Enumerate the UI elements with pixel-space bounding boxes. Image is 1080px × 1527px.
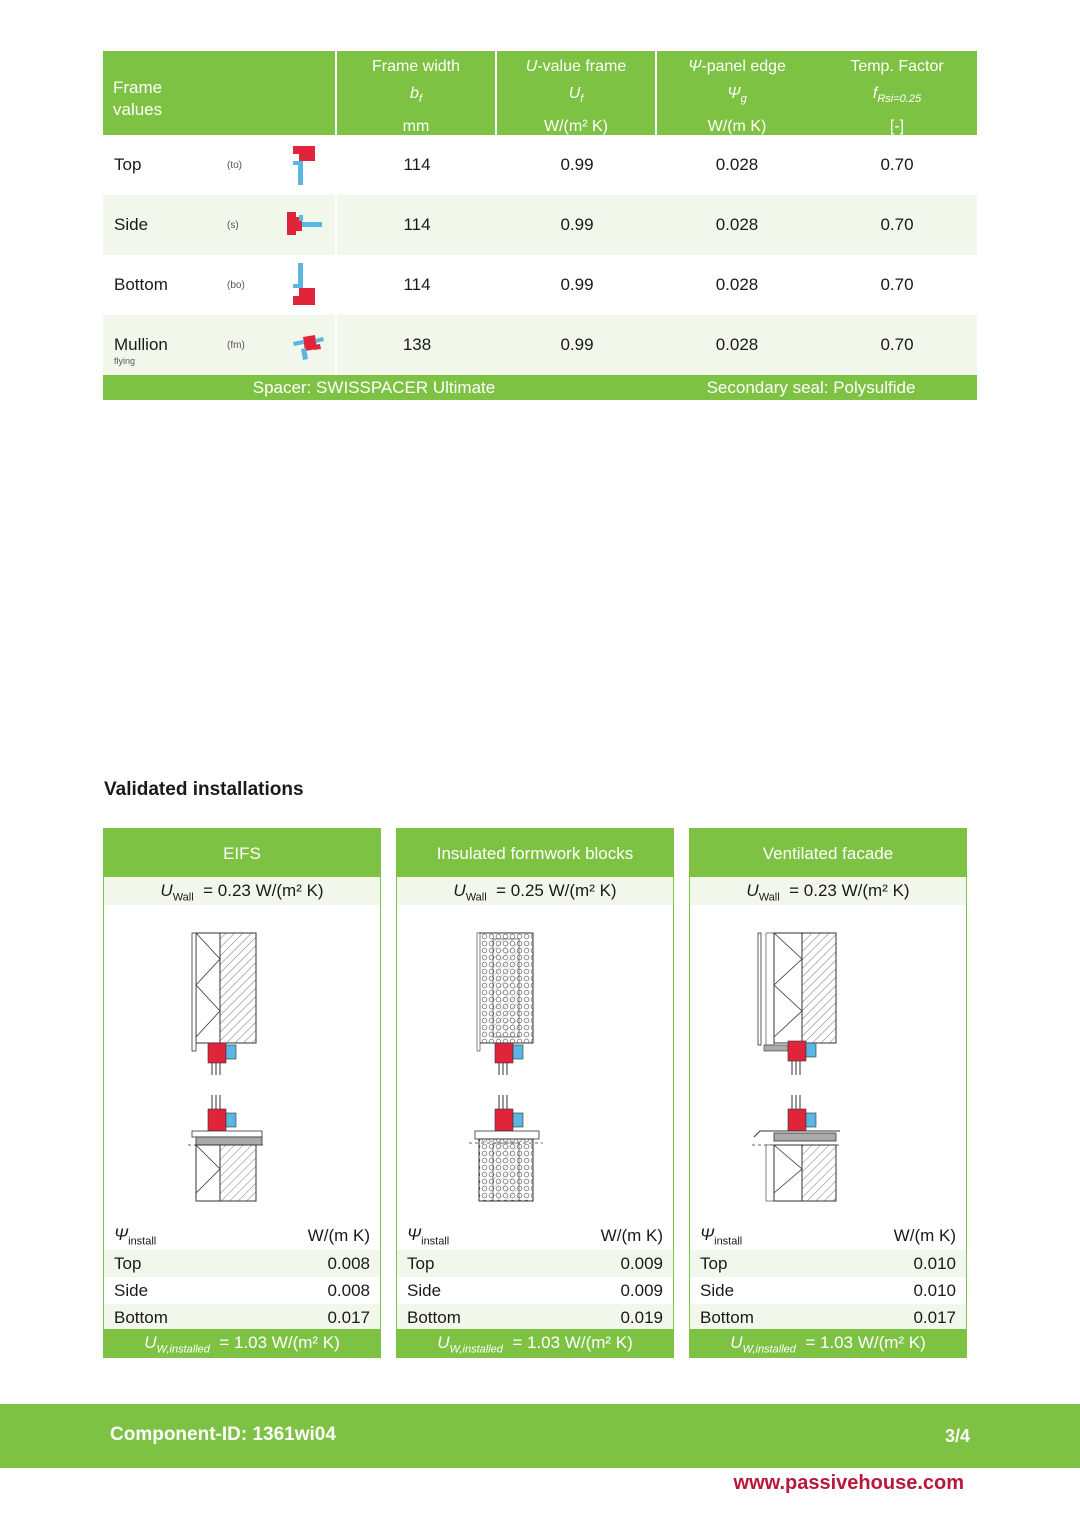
component-id: Component-ID: 1361wi04 [110,1424,336,1445]
symbol: Ψ [727,85,741,102]
list-item [690,1304,966,1331]
card-title: EIFS [104,829,380,877]
list-item [397,1277,673,1304]
row-label: Top [114,1253,142,1273]
row-value: 0.009 [620,1253,663,1273]
row-label: Side [407,1280,442,1300]
frame-top-icon [277,135,337,195]
u-symbol: U [453,881,466,900]
uw-symbol: U [730,1333,743,1352]
formwork-section-drawing [397,919,673,1209]
u-symbol: U [160,881,173,900]
heading-line-2: values [113,100,163,119]
table-row [103,315,977,375]
col-temp-factor [817,51,977,135]
secondary-seal-note: Secondary seal: Polysulfide [706,377,916,397]
row-label: Side [114,1280,149,1300]
uw-symbol: U [437,1333,450,1352]
table-row [103,195,977,255]
psi-sub: install [421,1235,450,1248]
frame-side-icon [277,195,337,255]
psi-install-header [397,1223,673,1249]
psi-unit: W/(m K) [600,1226,663,1245]
psi-label [700,1225,742,1247]
row-label: Top [700,1253,728,1273]
col-title-text: -value frame [537,58,627,75]
uw-installed-value [104,1329,380,1357]
list-item [397,1304,673,1331]
psi-install-header [690,1223,966,1249]
uw-text: = 1.03 W/(m² K) [805,1333,926,1352]
table-row [103,255,977,315]
row-value: 0.009 [620,1280,663,1300]
uw-text: = 1.03 W/(m² K) [219,1333,340,1352]
u-sub: Wall [465,891,487,904]
row-label-text: Bottom [114,275,168,294]
frame-bottom-icon [277,255,337,315]
row-value: 0.010 [913,1253,956,1273]
cell-frame-width: 114 [403,215,431,234]
row-value: 0.008 [327,1253,370,1273]
psi-label [114,1225,156,1247]
installation-card-formwork [396,828,674,1358]
u-sub: Wall [758,891,780,904]
col-title-sym: Ψ [688,58,702,75]
cell-u-value: 0.99 [560,275,594,294]
symbol-sub: Rsi=0.25 [877,93,922,106]
col-title-text: Frame width [371,58,461,75]
ventilated-section-drawing [690,919,966,1209]
cell-psi: 0.028 [715,155,759,174]
row-label-text: Side [114,215,149,234]
cell-psi: 0.028 [715,335,759,354]
cell-temp-factor: 0.70 [880,275,914,294]
u-wall-value [397,877,673,905]
cell-u-value: 0.99 [560,215,594,234]
psi-symbol: Ψ [407,1224,422,1244]
row-value: 0.017 [327,1307,370,1327]
cell-u-value: 0.99 [560,155,594,174]
col-symbol [337,80,495,113]
row-code: (bo) [227,279,245,291]
col-frame-width [337,51,497,135]
u-wall-value [690,877,966,905]
psi-sub: install [128,1235,157,1248]
row-value: 0.019 [620,1307,663,1327]
frame-values-table [103,51,977,400]
card-title: Insulated formwork blocks [397,829,673,877]
col-symbol [817,80,977,113]
list-item [104,1250,380,1277]
cell-temp-factor: 0.70 [880,335,914,354]
heading-line-1: Frame [113,78,163,97]
list-item [104,1304,380,1331]
validated-installations-title: Validated installations [104,779,304,800]
u-wall-text: = 0.23 W/(m² K) [203,881,324,900]
cell-u-value: 0.99 [560,335,594,354]
cell-temp-factor: 0.70 [880,155,914,174]
col-unit: mm [402,118,430,136]
psi-symbol: Ψ [114,1224,129,1244]
psi-sub: install [714,1235,743,1248]
row-label: Side [700,1280,735,1300]
installation-card-eifs [103,828,381,1358]
row-label: Bottom [407,1307,461,1327]
col-title-text: Temp. Factor [850,58,944,75]
symbol-sub: f [418,93,422,106]
uw-sub: W,installed [742,1343,796,1356]
frame-values-heading [103,51,337,135]
frame-table-header [103,51,977,135]
u-symbol: U [746,881,759,900]
uw-symbol: U [144,1333,157,1352]
page-number: 3/4 [944,1426,970,1446]
psi-install-header [104,1223,380,1249]
uw-sub: W,installed [449,1343,503,1356]
card-title: Ventilated facade [690,829,966,877]
col-u-value-frame [497,51,657,135]
u-wall-value [104,877,380,905]
website-link[interactable]: www.passivehouse.com [733,1472,964,1494]
row-label-text: Mullion [114,335,168,354]
col-psi-panel-edge [657,51,817,135]
installation-card-ventilated [689,828,967,1358]
symbol: b [410,85,419,102]
col-title [657,53,817,80]
symbol: U [568,85,581,102]
col-unit: W/(m² K) [544,118,608,136]
col-title [337,53,495,80]
u-sub: Wall [172,891,194,904]
symbol-sub: g [740,93,747,106]
row-value: 0.017 [913,1307,956,1327]
cell-frame-width: 114 [403,275,431,294]
psi-unit: W/(m K) [307,1226,370,1245]
row-label [103,335,227,366]
cell-psi: 0.028 [715,215,759,234]
uw-text: = 1.03 W/(m² K) [512,1333,633,1352]
row-value: 0.008 [327,1280,370,1300]
row-label [103,215,227,235]
cell-psi: 0.028 [715,275,759,294]
list-item [104,1277,380,1304]
col-title-sym: U [525,58,538,75]
row-code: (to) [227,159,242,171]
cell-temp-factor: 0.70 [880,215,914,234]
row-label: Top [407,1253,435,1273]
list-item [397,1250,673,1277]
symbol: f [872,85,878,102]
row-sub-note: flying [114,356,136,366]
col-title [817,53,977,80]
list-item [690,1250,966,1277]
u-wall-text: = 0.23 W/(m² K) [789,881,910,900]
psi-unit: W/(m K) [893,1226,956,1245]
row-label [103,275,227,295]
footer-bar [0,1404,1080,1468]
row-label-text: Top [114,155,142,174]
col-unit: [-] [889,118,905,136]
symbol-sub: f [580,93,584,106]
frame-mullion-icon [277,315,337,375]
row-label [103,155,227,175]
uw-sub: W,installed [156,1343,210,1356]
spacer-note: Spacer: SWISSPACER Ultimate [252,377,496,397]
eifs-section-drawing [104,919,380,1209]
frame-table-footer [103,375,977,400]
row-value: 0.010 [913,1280,956,1300]
row-code: (s) [227,219,239,231]
col-title-text: -panel edge [701,58,786,75]
col-title [497,53,655,80]
col-symbol [657,80,817,113]
cell-frame-width: 138 [402,335,432,354]
col-symbol [497,80,655,113]
psi-symbol: Ψ [700,1224,715,1244]
row-label: Bottom [700,1307,754,1327]
col-unit: W/(m K) [707,118,767,136]
psi-label [407,1225,449,1247]
uw-installed-value [397,1329,673,1357]
row-code: (fm) [227,339,245,351]
uw-installed-value [690,1329,966,1357]
cell-frame-width: 114 [403,155,431,174]
u-wall-text: = 0.25 W/(m² K) [496,881,617,900]
list-item [690,1277,966,1304]
table-row [103,135,977,195]
row-label: Bottom [114,1307,168,1327]
